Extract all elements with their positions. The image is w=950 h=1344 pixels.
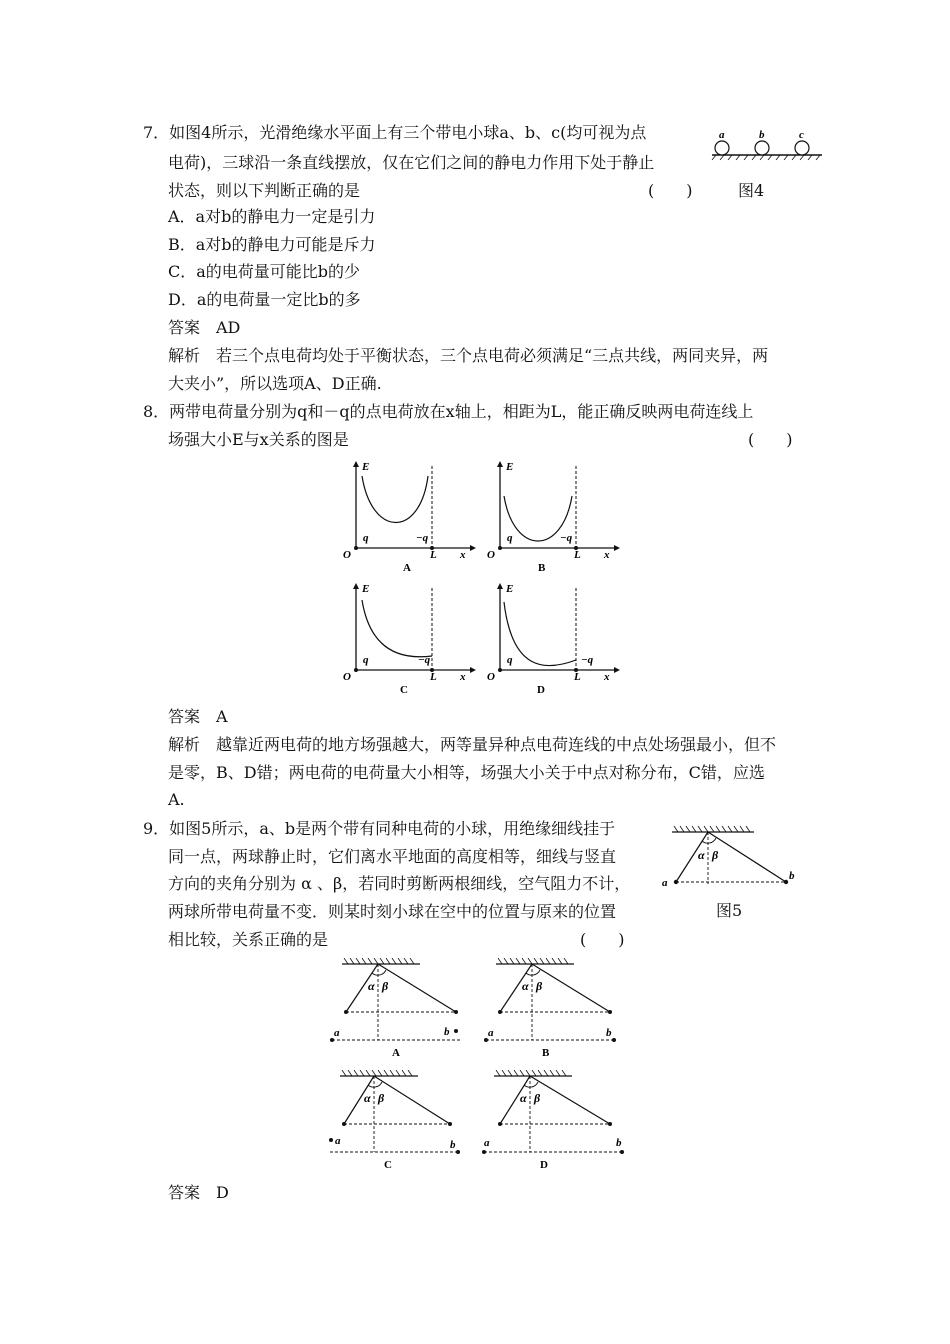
svg-text:a: a [488,1027,494,1039]
q8-analysis-3: A. [168,790,185,809]
svg-text:q: q [363,532,369,544]
svg-text:L: L [430,671,437,683]
graph-b [484,458,624,576]
svg-text:b: b [606,1027,612,1039]
svg-text:a: a [334,1027,340,1039]
q7-option-b: B．a对b的静电力可能是斥力 [168,235,376,254]
svg-text:B: B [542,1047,550,1059]
graph-a [340,458,480,576]
svg-text:E: E [506,583,514,595]
q7-analysis-2: 大夹小”，所以选项A、D正确. [168,374,382,393]
svg-text:β: β [712,848,719,862]
svg-text:O: O [487,549,495,561]
svg-text:A: A [392,1047,400,1059]
svg-text:O: O [343,671,351,683]
q9-choice-a-diagram [328,958,468,1062]
q7-answer: 答案 AD [168,318,241,337]
svg-text:β: β [536,979,543,993]
q9-bracket: ( ) [580,930,625,949]
svg-text:L: L [574,671,581,683]
q9-line-5: 相比较，关系正确的是 [168,930,329,949]
svg-text:a: a [484,1137,490,1149]
svg-text:q: q [363,654,369,666]
svg-text:O: O [487,671,495,683]
svg-text:x: x [604,671,610,683]
svg-text:O: O [343,549,351,561]
svg-text:−q: −q [418,654,431,666]
svg-text:β: β [534,1091,541,1105]
ball-label-b: b [759,129,765,141]
q7-bracket: ( ) [648,181,693,200]
svg-text:q: q [507,532,513,544]
svg-text:α: α [698,848,705,862]
svg-text:b: b [789,870,795,882]
q8-line-2: 场强大小E与x关系的图是 [168,430,349,449]
q9-line-4: 两球所带电荷量不变．则某时刻小球在空中的位置与原来的位置 [168,902,617,921]
q9-line-3: 方向的夹角分别为 α 、β，若同时剪断两根细线，空气阻力不计， [168,874,631,893]
q9-answer: 答案 D [168,1183,229,1202]
q7-option-d: D．a的电荷量一定比b的多 [168,290,361,309]
q7-analysis-1: 解析 若三个点电荷均处于平衡状态，三个点电荷必须满足“三点共线，两同夹异，两 [168,346,769,365]
svg-text:L: L [430,549,437,561]
svg-text:C: C [384,1159,392,1171]
svg-text:α: α [522,979,529,993]
graph-label-b: B [538,562,546,574]
svg-text:x: x [460,549,466,561]
svg-text:b: b [450,1139,456,1151]
svg-text:α: α [520,1091,527,1105]
q7-line-1: 7．如图4所示，光滑绝缘水平面上有三个带电小球a、b、c(均可视为点 [143,123,647,142]
svg-text:a: a [662,877,668,889]
q7-option-c: C．a的电荷量可能比b的少 [168,262,361,281]
graph-label-c: C [400,684,408,696]
svg-text:β: β [382,979,389,993]
q9-figure-label: 图5 [716,901,743,920]
graph-d [484,580,624,698]
svg-text:β: β [378,1091,385,1105]
svg-text:α: α [364,1091,371,1105]
svg-text:−q: −q [581,654,594,666]
q7-option-a: A．a对b的静电力一定是引力 [168,207,376,226]
svg-text:a: a [335,1135,341,1147]
svg-text:−q: −q [560,532,573,544]
ball-label-c: c [799,129,804,141]
graph-label-a: A [403,562,411,574]
svg-text:x: x [460,671,466,683]
svg-text:E: E [362,461,370,473]
q8-line-1: 8．两带电荷量分别为q和－q的点电荷放在x轴上，相距为L，能正确反映两电荷连线上 [143,402,754,421]
q8-analysis-2: 是零，B、D错；两电荷的电荷量大小相等，场强大小关于中点对称分布，C错，应选 [168,763,765,782]
svg-text:α: α [368,979,375,993]
q7-figure-label: 图4 [738,181,765,200]
graph-c [340,580,480,698]
q9-line-2: 同一点，两球静止时，它们离水平地面的高度相等，细线与竖直 [168,847,617,866]
figure-4-balls [708,126,824,162]
ball-label-a: a [719,129,725,141]
q8-analysis-1: 解析 越靠近两电荷的地方场强越大，两等量异种点电荷连线的中点处场强最小，但不 [168,735,777,754]
figure-5-pendulum [660,822,808,902]
q8-answer: 答案 A [168,707,228,726]
svg-text:x: x [604,549,610,561]
svg-text:−q: −q [416,532,429,544]
q9-choice-d-diagram [480,1070,630,1174]
svg-text:b: b [616,1137,622,1149]
q8-bracket: ( ) [748,430,793,449]
q9-choice-b-diagram [482,958,622,1062]
q7-line-2: 电荷)，三球沿一条直线摆放，仅在它们之间的静电力作用下处于静止 [168,153,655,172]
q9-line-1: 9．如图5所示，a、b是两个带有同种电荷的小球，用绝缘细线挂于 [143,819,616,838]
svg-text:q: q [507,654,513,666]
svg-text:E: E [506,461,514,473]
q9-choice-c-diagram [326,1070,466,1174]
graph-label-d: D [537,684,545,696]
svg-text:b: b [444,1026,450,1038]
q7-line-3: 状态，则以下判断正确的是 [168,181,361,200]
svg-text:E: E [362,583,370,595]
svg-text:L: L [574,549,581,561]
svg-text:D: D [540,1159,548,1171]
